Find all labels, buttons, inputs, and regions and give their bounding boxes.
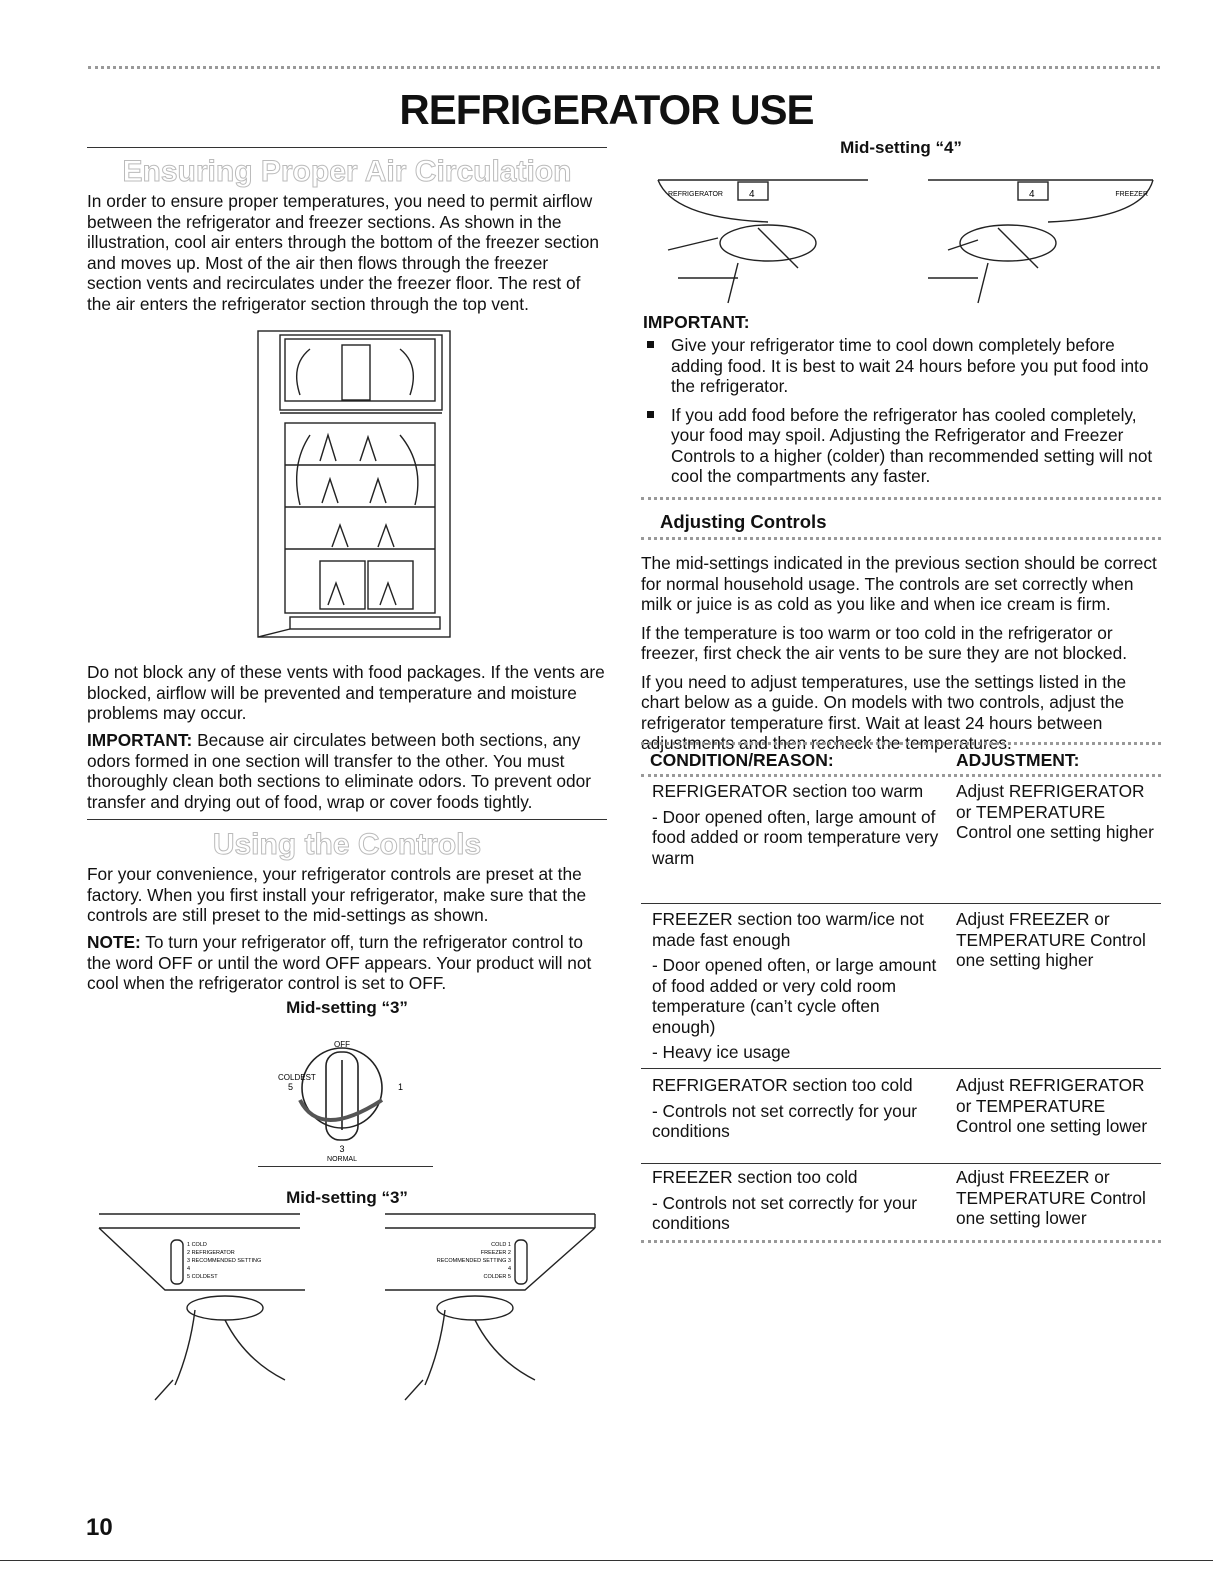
table-row-4-condition [652,1167,942,1239]
knob-right-label: FREEZER [1115,191,1148,198]
caption-mid-setting-4: Mid-setting “4” [840,138,962,157]
table-row-divider [641,1068,1161,1069]
section-heading-air-circulation: Ensuring Proper Air Circulation [122,155,572,188]
adjusting-paragraph-2: If the temperature is too warm or too cold in the refrigerator or freezer, first check the air vents to be sure they are not blocked. [641,622,1128,663]
knob-right-value: 4 [1029,189,1035,200]
slider-left-label-1: 1 COLD [187,1242,207,1248]
dotted-rule [641,497,1161,500]
table-row-1-condition [652,781,942,873]
table-top-rule [641,742,1161,745]
section-heading-using-controls: Using the Controls [212,828,482,861]
right-important-label: IMPORTANT: [643,312,750,332]
table-bottom-rule [641,1240,1161,1243]
slider-left-label-3: 3 RECOMMENDED SETTING [187,1258,262,1264]
circulation-paragraph: In order to ensure proper temperatures, you need to permit airflow between the refrigerator and freezer sections. As shown in the illustration, cool air enters through the bottom of the freezer section and moves up. Most of the air then flows through the freezer section vents and recirculates under the freezer floor. The rest of the air enters the refrigerator section through the top vent. [87,191,599,314]
important-bullet-1: Give your refrigerator time to cool down completely before adding food. It is best to wait 24 hours before you put food into the refrigerator. [641,335,1161,397]
top-dotted-rule [88,66,1160,69]
table-row-2-condition [652,909,942,1068]
slider-right-label-3: RECOMMENDED SETTING 3 [436,1258,511,1264]
important-label: IMPORTANT: [87,730,193,750]
dotted-rule [641,537,1161,540]
bottom-rule [0,1560,1213,1561]
table-header-adjustment: ADJUSTMENT: [956,750,1080,770]
note-text: To turn your refrigerator off, turn the refrigerator control to the word OFF or until the word OFF appears. Your product will not cool when the refrigerator control is set to OFF. [87,932,592,993]
caption-mid-setting-3-slider: Mid-setting “3” [286,1188,408,1207]
row-3-reason-1: - Controls not set correctly for your conditions [652,1100,918,1141]
slider-left-label-2: 2 REFRIGERATOR [187,1250,235,1256]
important-text: Because air circulates between both sections, any odors formed in one section will transfer to the other. You must thoroughly clean both sections to eliminate odors. To prevent odor transfer and drying out of food, wrap or cover foods tightly. [87,730,592,812]
slider-right-label-5: COLDER 5 [483,1274,511,1280]
slider-right-label-1: COLD 1 [491,1242,511,1248]
important-paragraph [87,730,607,812]
table-row-3-condition [652,1075,942,1147]
row-2-adjustment: Adjust FREEZER or TEMPERATURE Control one setting higher [956,909,1146,970]
adjusting-controls-heading: Adjusting Controls [660,511,827,532]
important-bullet-2: If you add food before the refrigerator has cooled completely, your food may spoil. Adjusting the Refrigerator and Freezer Controls to a higher (colder) than recommended setting will not cool the compartments any faster. [641,405,1161,487]
page-number: 10 [86,1514,113,1541]
slider-left-label-5: 5 COLDEST [187,1274,218,1280]
knob-left-value: 4 [749,189,755,200]
page-title: REFRIGERATOR USE [399,86,814,133]
row-4-condition: FREEZER section too cold [652,1167,858,1187]
adjusting-paragraphs [641,553,1161,754]
row-1-reason-1: - Door opened often, large amount of food added or room temperature very warm [652,806,939,868]
row-1-condition: REFRIGERATOR section too warm [652,781,924,801]
knob-controls-illustration [648,168,1160,308]
dial-1-label: 1 [398,1082,404,1092]
adjusting-paragraph-3: If you need to adjust temperatures, use the settings listed in the chart below as a guide. On models with two controls, adjust the refrigerator temperature first. Wait at least 24 hours between adjustments and then recheck the temperatures. [641,671,1127,753]
knob-left-label: REFRIGERATOR [668,191,723,198]
important-bullet-list [641,335,1161,495]
dial-coldest-label: COLDEST [278,1073,316,1082]
section-rule [87,147,607,148]
table-header-condition: CONDITION/REASON: [650,750,834,770]
controls-paragraph: For your convenience, your refrigerator controls are preset at the factory. When you first install your refrigerator, make sure that the controls are still preset to the mid-settings as shown. [87,864,587,925]
slider-right-label-2: FREEZER 2 [480,1250,511,1256]
caption-mid-setting-3-dial: Mid-setting “3” [286,998,408,1017]
airflow-illustration [250,325,460,645]
slider-right-label-4: 4 [507,1266,511,1272]
table-header-rule [641,774,1161,777]
row-3-condition: REFRIGERATOR section too cold [652,1075,913,1095]
dial-off-label: OFF [334,1040,350,1049]
dial-illustration [260,1030,440,1170]
dial-5-label: 5 [288,1082,294,1092]
row-2-reason-1: - Door opened often, or large amount of food added or very cold room temperature (can’t cycle often enough) [652,955,937,1037]
row-4-reason-1: - Controls not set correctly for your conditions [652,1192,918,1233]
dial-3-label: 3 [339,1144,345,1154]
caption-rule [258,1166,433,1167]
row-2-condition: FREEZER section too warm/ice not made fast enough [652,909,924,950]
dial-normal-label: NORMAL [327,1156,357,1163]
row-4-adjustment: Adjust FREEZER or TEMPERATURE Control one setting lower [956,1167,1146,1228]
row-3-adjustment: Adjust REFRIGERATOR or TEMPERATURE Control one setting lower [956,1075,1148,1136]
table-row-divider [641,903,1161,904]
slider-left-label-4: 4 [187,1266,191,1272]
note-label: NOTE: [87,932,141,952]
row-1-adjustment: Adjust REFRIGERATOR or TEMPERATURE Control one setting higher [956,781,1154,842]
note-paragraph [87,932,607,994]
adjusting-paragraph-1: The mid-settings indicated in the previous section should be correct for normal household usage. The controls are set correctly when milk or juice is as cold as you like and when ice cream is firm. [641,553,1157,614]
row-2-reason-2: - Heavy ice usage [652,1042,791,1062]
vents-paragraph: Do not block any of these vents with food packages. If the vents are blocked, airflow will be prevented and temperature and moisture problems may occur. [87,662,605,723]
section-rule [87,819,607,820]
table-row-divider [641,1163,1161,1164]
slider-controls-illustration [95,1210,605,1410]
